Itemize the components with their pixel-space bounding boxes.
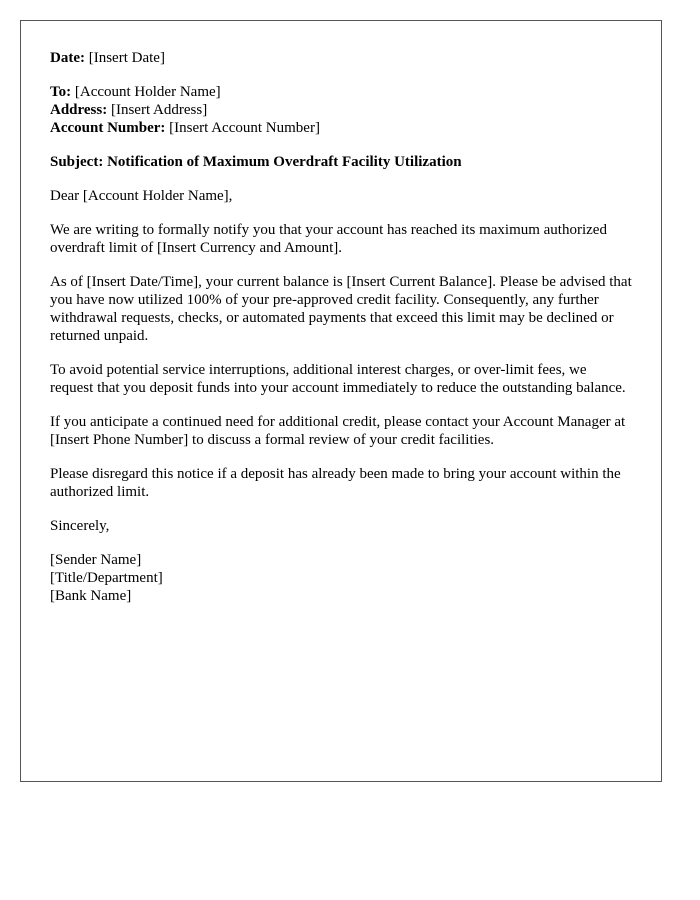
recipient-to-line xyxy=(50,83,633,101)
to-label: To: xyxy=(50,84,72,100)
address-value: [Insert Address] xyxy=(110,102,208,118)
recipient-account-line xyxy=(50,119,633,137)
sender-name: [Sender Name] xyxy=(50,552,142,568)
recipient-block xyxy=(50,83,633,137)
body-paragraph xyxy=(50,361,633,397)
body-paragraph-text: Please disregard this notice if a deposit has already been made to bring your account within the authorized limit. xyxy=(50,466,621,500)
address-label: Address: xyxy=(50,102,108,118)
to-value: [Account Holder Name] xyxy=(74,84,221,100)
recipient-address-line xyxy=(50,101,633,119)
body-paragraph-text: We are writing to formally notify you that your account has reached its maximum authorized overdraft limit of [Insert Currency and Amount]. xyxy=(50,222,607,256)
date-label: Date: xyxy=(50,50,85,66)
subject-line: Subject: Notification of Maximum Overdraft Facility Utilization xyxy=(50,154,462,170)
body-paragraph xyxy=(50,413,633,449)
bank-name: [Bank Name] xyxy=(50,588,132,604)
body-paragraph xyxy=(50,273,633,345)
account-number-value: [Insert Account Number] xyxy=(169,120,320,136)
date-value: [Insert Date] xyxy=(88,50,165,66)
salutation: Dear [Account Holder Name], xyxy=(50,188,233,204)
body-paragraph xyxy=(50,465,633,501)
body-paragraph-text: If you anticipate a continued need for additional credit, please contact your Account Manager at [Insert Phone Number] to discuss a formal review of your credit facilities. xyxy=(50,414,626,448)
letter-document xyxy=(20,20,662,782)
sender-title: [Title/Department] xyxy=(50,570,163,586)
body-paragraph xyxy=(50,221,633,257)
body-paragraph-text: As of [Insert Date/Time], your current balance is [Insert Current Balance]. Please be advised that you have now utilized 100% of your pre-approved credit facility. Consequently, any further withdrawal requests, checks, or automated payments that exceed this limit may be declined or returned unpaid. xyxy=(50,274,632,344)
date-line xyxy=(50,49,633,67)
account-number-label: Account Number: xyxy=(50,120,166,136)
closing: Sincerely, xyxy=(50,518,110,534)
signature-block xyxy=(50,551,633,605)
body-paragraph-text: To avoid potential service interruptions, additional interest charges, or over-limit fees, we request that you deposit funds into your account immediately to reduce the outstanding balance. xyxy=(50,362,626,396)
